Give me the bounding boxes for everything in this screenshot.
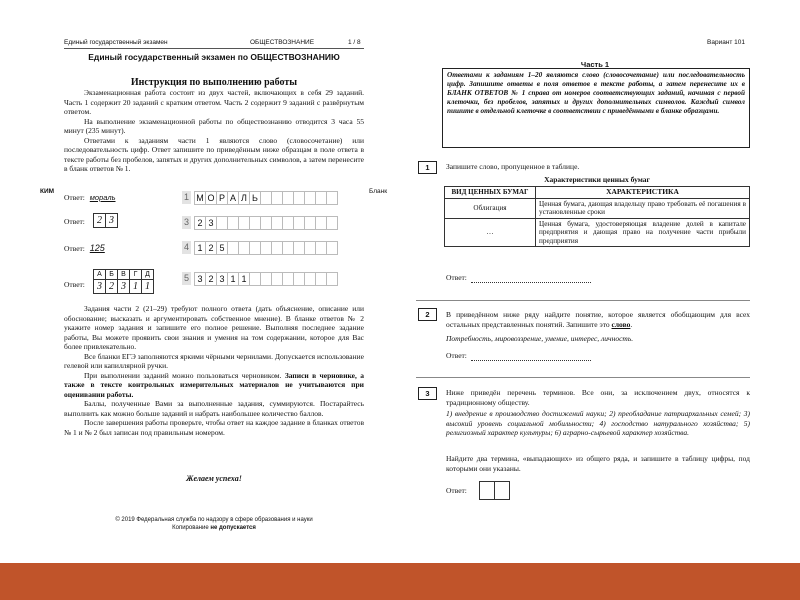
footer xyxy=(64,516,364,532)
digit-cell: 2 xyxy=(106,279,118,294)
header-subject: ОБЩЕСТВОЗНАНИЕ xyxy=(250,39,315,46)
example1-word: мораль xyxy=(89,193,116,202)
blank-cell xyxy=(261,272,272,286)
blank-cell: Р xyxy=(217,191,228,205)
blank-cell: М xyxy=(194,191,206,205)
blank-number: 1 xyxy=(183,192,189,202)
digit-cell: 1 xyxy=(142,279,154,294)
digit-cell: 2 xyxy=(93,213,106,228)
example1-cells xyxy=(194,191,338,205)
answer-label: Ответ: xyxy=(64,217,85,226)
variant-number: Вариант 101 xyxy=(707,39,746,46)
table-cell: Облигация xyxy=(445,198,536,218)
blank-label: Бланк xyxy=(369,188,388,195)
task1-answer xyxy=(446,273,591,283)
draft-text: При выполнении заданий можно пользоваться черновиком. xyxy=(84,370,285,380)
header-page: 1 / 8 xyxy=(348,39,361,46)
blank-cell xyxy=(305,241,316,255)
blank-cell: 2 xyxy=(206,272,217,286)
paragraph: Экзаменационная работа состоит из двух частей, включающих в себя 29 заданий. Часть 1 содержит 20 заданий с кратким ответом. Часть 2 содержит 9 заданий с развёрнутым ответом. xyxy=(64,88,364,116)
letter-cell: А xyxy=(93,269,106,280)
blank-cell xyxy=(316,216,327,230)
blank-cell xyxy=(327,272,338,286)
blank-cell xyxy=(316,191,327,205)
task2-text-main: В приведённом ниже ряду найдите понятие, которое является обобщающим для всех остальных представленных понятий. Запишите это xyxy=(446,310,750,329)
blank-cell xyxy=(272,241,283,255)
part-title: Часть 1 xyxy=(580,60,610,69)
blank-number: 5 xyxy=(183,273,189,283)
blank-cell xyxy=(283,191,294,205)
blank-cell: 1 xyxy=(194,241,206,255)
answer-cell[interactable] xyxy=(479,481,495,500)
instruction-title: Инструкция по выполнению работы xyxy=(130,77,298,88)
blank-cell xyxy=(261,241,272,255)
paragraph-draft xyxy=(64,371,364,400)
kim-label: КИМ xyxy=(40,188,55,195)
column-header: ХАРАКТЕРИСТИКА xyxy=(536,187,750,199)
task2-terms: Потребность, мировоззрение, умение, интерес, личность. xyxy=(446,334,634,343)
digit-cell: 1 xyxy=(130,279,142,294)
task2-text xyxy=(446,310,750,329)
answer-note: Ответами к заданиям 1–20 являются слово (словосочетание) или последовательность цифр. Запишите ответы в поля ответов в тексте работы, а затем перенесите их в БЛАНК ОТВЕТОВ № 1 справа от номеров соответствующих заданий, начиная с первой клеточки, без пробелов, запятых и других дополнительных символов. Каждый символ пишите в отдельной клеточке в соответствии с приведёнными в бланке образцами. xyxy=(447,71,745,115)
table-title: Характеристики ценных бумаг xyxy=(544,175,650,184)
task-number: 1 xyxy=(418,161,437,174)
good-luck: Желаем успеха! xyxy=(186,474,242,483)
header-rule xyxy=(64,48,364,49)
digit-cell: 3 xyxy=(106,213,118,228)
blank-cell: О xyxy=(206,191,217,205)
answer-line[interactable] xyxy=(471,282,591,283)
paragraph: Ответами к заданиям части 1 являются слово (словосочетание) или последовательность цифр. Ответ запишите по приведённым ниже образцам в поле ответа в тексте работы без пробелов, запятых и других дополнительных символов, а затем перенесите в бланк ответов № 1. xyxy=(64,135,364,173)
copyright: © 2019 Федеральная служба по надзору в сфере образования и науки xyxy=(115,517,313,523)
bottom-accent-bar xyxy=(0,563,800,600)
letter-cell: Д xyxy=(142,269,154,280)
blank-cell xyxy=(217,216,228,230)
task1-text: Запишите слово, пропущенное в таблице. xyxy=(446,162,580,171)
divider xyxy=(416,377,750,378)
exam-title: Единый государственный экзамен по ОБЩЕСТВОЗНАНИЮ xyxy=(88,52,340,62)
instruction-text xyxy=(64,88,364,174)
instruction-text-part2 xyxy=(64,304,364,437)
answer-label: Ответ: xyxy=(446,273,467,282)
task-number: 3 xyxy=(418,387,437,400)
blank-cell xyxy=(305,216,316,230)
blank-cell xyxy=(272,272,283,286)
task3-instruction: Найдите два термина, «выпадающих» из общего ряда, и запишите в таблицу цифры, под которыми они указаны. xyxy=(446,454,750,473)
letter-cell: В xyxy=(118,269,130,280)
copy-notice-bold: не допускается xyxy=(210,525,256,531)
example3-cells xyxy=(194,241,338,255)
blank-cell xyxy=(327,241,338,255)
header-left: Единый государственный экзамен xyxy=(64,39,168,46)
task3-text: Ниже приведён перечень терминов. Все они, за исключением двух, относятся к традиционному обществу. xyxy=(446,388,750,407)
draft-text-bold: Записи в черновике, а также в тексте контрольных измерительных материалов не учитываются при оценивании работы. xyxy=(64,370,364,399)
blank-cell: А xyxy=(228,191,239,205)
blank-cell xyxy=(283,216,294,230)
example2-cells xyxy=(194,216,338,230)
blank-cell xyxy=(305,272,316,286)
task3-answer-label: Ответ: xyxy=(446,486,467,495)
task3-items: 1) внедрение в производство достижений науки; 2) преобладание патриархальных семей; 3) высокий уровень социальной мобильности; 4) господство натурального хозяйства; 5) религиозный характер культуры; 6) аграрно-сырьевой характер хозяйства. xyxy=(446,409,750,437)
blank-cell: Л xyxy=(239,191,250,205)
blank-cell xyxy=(316,241,327,255)
table-cell: Ценная бумага, удостоверяющая владение долей в капитале предприятия и дающая право на получение части прибыли предприятия xyxy=(536,218,750,247)
example4-cells xyxy=(194,272,338,286)
blank-cell xyxy=(327,191,338,205)
blank-cell: 2 xyxy=(206,241,217,255)
copy-notice xyxy=(64,524,364,532)
blank-cell xyxy=(305,191,316,205)
blank-cell: 3 xyxy=(194,272,206,286)
blank-cell xyxy=(250,216,261,230)
paragraph: Баллы, полученные Вами за выполненные задания, суммируются. Постарайтесь выполнить как можно больше заданий и набрать наибольшее количество баллов. xyxy=(64,399,364,418)
table-cell: … xyxy=(445,218,536,247)
letter-cell: Г xyxy=(130,269,142,280)
column-header: ВИД ЦЕННЫХ БУМАГ xyxy=(445,187,536,199)
copy-notice-text: Копирование xyxy=(172,525,211,531)
blank-cell xyxy=(261,216,272,230)
blank-cell xyxy=(294,216,305,230)
paragraph: Задания части 2 (21–29) требуют полного ответа (дать объяснение, описание или обоснование; высказать и аргументировать собственное мнение). В бланке ответов № 2 укажите номер задания и запишите его полное решение. Выполняя последнее задание работы, Вы можете проявить свои знания и умения на том содержании, которое для Вас более привлекательно. xyxy=(64,304,364,351)
blank-cell xyxy=(272,191,283,205)
blank-cell xyxy=(294,191,305,205)
task-number: 2 xyxy=(418,308,437,321)
example1-answer xyxy=(64,193,116,203)
task2-answer xyxy=(446,351,591,361)
blank-cell xyxy=(294,241,305,255)
blank-cell: 5 xyxy=(217,241,228,255)
answer-line[interactable] xyxy=(471,360,591,361)
blank-number: 3 xyxy=(183,217,189,227)
blank-number: 4 xyxy=(183,242,189,252)
blank-cell xyxy=(250,241,261,255)
securities-table xyxy=(444,186,750,247)
paragraph: Все бланки ЕГЭ заполняются яркими чёрными чернилами. Допускается использование гелевой или капиллярной ручки. xyxy=(64,351,364,370)
answer-label: Ответ: xyxy=(64,280,85,289)
blank-cell xyxy=(283,272,294,286)
task2-keyword: слово xyxy=(611,319,631,329)
table-cell: Ценная бумага, дающая владельцу право требовать её погашения в установленные сроки xyxy=(536,198,750,218)
blank-cell: 1 xyxy=(239,272,250,286)
blank-cell xyxy=(283,241,294,255)
example3-number: 125 xyxy=(89,243,105,253)
digit-cell: 3 xyxy=(118,279,130,294)
blank-cell xyxy=(316,272,327,286)
blank-cell xyxy=(272,216,283,230)
blank-cell xyxy=(239,216,250,230)
blank-cell xyxy=(228,216,239,230)
table-header-row xyxy=(445,187,750,199)
example2-digit-cells xyxy=(93,213,118,228)
blank-cell xyxy=(261,191,272,205)
blank-cell xyxy=(239,241,250,255)
answer-note-box xyxy=(442,68,750,148)
task3-answer-cells[interactable] xyxy=(479,481,510,500)
answer-label: Ответ: xyxy=(446,351,467,360)
answer-label: Ответ: xyxy=(64,244,85,253)
paragraph: На выполнение экзаменационной работы по обществознанию отводится 3 часа 55 минут (235 минут). xyxy=(64,116,364,135)
blank-cell: 3 xyxy=(206,216,217,230)
letter-cell: Б xyxy=(106,269,118,280)
blank-cell xyxy=(228,241,239,255)
paragraph: После завершения работы проверьте, чтобы ответ на каждое задание в бланках ответов № 1 и № 2 был записан под правильным номером. xyxy=(64,418,364,437)
blank-cell: 3 xyxy=(217,272,228,286)
blank-cell: 2 xyxy=(194,216,206,230)
blank-cell: 1 xyxy=(228,272,239,286)
example4-digit-cells xyxy=(93,279,154,294)
table-row xyxy=(445,218,750,247)
answer-cell[interactable] xyxy=(495,481,510,500)
blank-cell xyxy=(294,272,305,286)
task2-text-end: . xyxy=(630,319,633,329)
blank-cell xyxy=(250,272,261,286)
divider xyxy=(416,300,750,301)
example3-answer xyxy=(64,244,105,254)
answer-label: Ответ: xyxy=(64,193,85,202)
blank-cell xyxy=(327,216,338,230)
table-row xyxy=(445,198,750,218)
blank-cell: Ь xyxy=(250,191,261,205)
digit-cell: 3 xyxy=(93,279,106,294)
